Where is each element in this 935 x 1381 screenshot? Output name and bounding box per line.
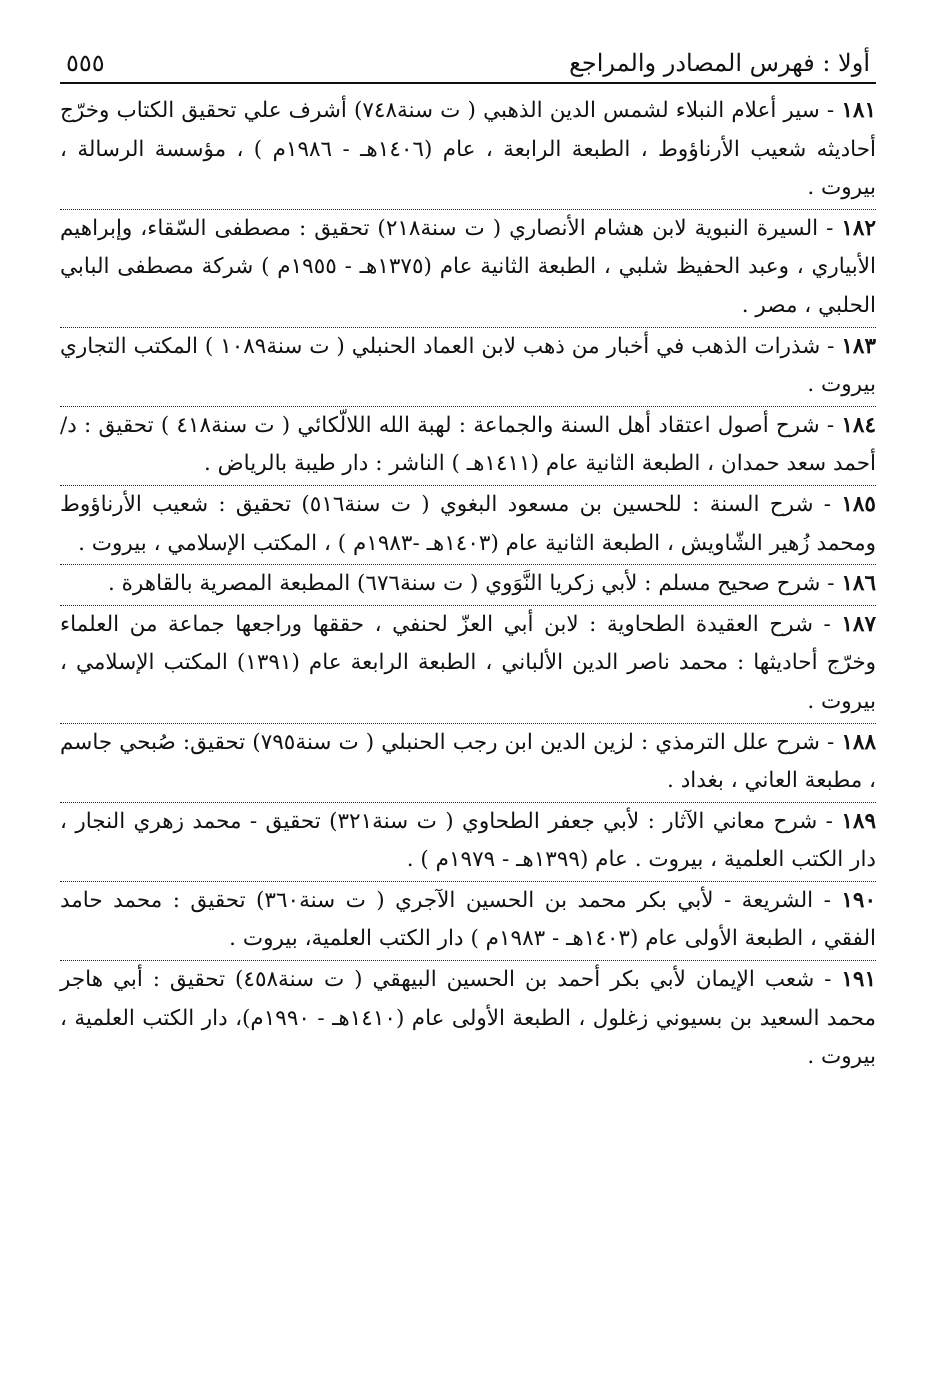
reference-entry: ١٩١ - شعب الإيمان لأبي بكر أحمد بن الحسين البيهقي ( ت سنة٤٥٨) تحقيق : أبي هاجر محمد السعيد بن بسيوني زغلول ، الطبعة الأولى عام (١٤١٠هـ - ١٩٩٠م)، دار الكتب العلمية ، بيروت . <box>60 967 876 1070</box>
reference-entry: ١٨٨ - شرح علل الترمذي : لزين الدين ابن رجب الحنبلي ( ت سنة٧٩٥) تحقيق: صُبحي جاسم ، مطبعة العاني ، بغداد . <box>60 724 876 803</box>
reference-entry: ١٨٢ - السيرة النبوية لابن هشام الأنصاري ( ت سنة٢١٨) تحقيق : مصطفى السّقاء، وإبراهيم الأبياري ، وعبد الحفيظ شلبي ، الطبعة الثانية عام (١٣٧٥هـ - ١٩٥٥م ) شركة مصطفى البابي الحلبي ، مصر . <box>60 210 876 328</box>
entry-number: ١٨١ <box>841 98 876 123</box>
entry-number: ١٨٣ <box>841 333 876 359</box>
entry-text: شذرات الذهب في أخبار من ذهب لابن العماد الحنبلي ( ت سنة١٠٨٩ ) المكتب التجاري بيروت . <box>60 333 876 398</box>
entry-text: شرح صحيح مسلم : لأبي زكريا النَّوَوي ( ت سنة٦٧٦) المطبعة المصرية بالقاهرة . <box>107 571 821 597</box>
reference-entry: ١٩٠ - الشريعة - لأبي بكر محمد بن الحسين الآجري ( ت سنة٣٦٠) تحقيق : محمد حامد الفقي ، الطبعة الأولى عام (١٤٠٣هـ - ١٩٨٣م ) دار الكتب العلمية، بيروت . <box>60 882 876 961</box>
reference-entry: ١٨٥ - شرح السنة : للحسين بن مسعود البغوي ( ت سنة٥١٦) تحقيق : شعيب الأرناؤوط ومحمد زُهير الشّاويش ، الطبعة الثانية عام (١٤٠٣هـ -١٩٨٣م ) ، المكتب الإسلامي ، بيروت . <box>60 486 876 565</box>
entry-number: ١٩٠ <box>841 887 876 913</box>
entry-text: الشريعة - لأبي بكر محمد بن الحسين الآجري ( ت سنة٣٦٠) تحقيق : محمد حامد الفقي ، الطبعة الأولى عام (١٤٠٣هـ - ١٩٨٣م ) دار الكتب العلمية، بيروت . <box>60 887 876 952</box>
reference-entry: ١٨٤ - شرح أصول اعتقاد أهل السنة والجماعة : لهبة الله اللالّكائي ( ت سنة٤١٨ ) تحقيق : د/أحمد سعد حمدان ، الطبعة الثانية عام (١٤١١هـ ) الناشر : دار طيبة بالرياض . <box>60 407 876 486</box>
reference-entry: ١٨١ - سير أعلام النبلاء لشمس الدين الذهبي ( ت سنة٧٤٨) أشرف علي تحقيق الكتاب وخرّج أحاديثه شعيب الأرناؤوط ، الطبعة الرابعة ، عام (١٤٠٦هـ - ١٩٨٦م ) ، مؤسسة الرسالة ، بيروت . <box>60 92 876 210</box>
page-header <box>60 40 876 84</box>
book-page <box>60 40 876 1340</box>
entry-number: ١٨٧ <box>841 611 876 637</box>
entry-text: سير أعلام النبلاء لشمس الدين الذهبي ( ت سنة٧٤٨) أشرف علي تحقيق الكتاب وخرّج أحاديثه شعيب الأرناؤوط ، الطبعة الرابعة ، عام (١٤٠٦هـ - ١٩٨٦م ) ، مؤسسة الرسالة ، بيروت . <box>60 98 876 201</box>
entry-number: ١٨٩ <box>841 808 877 834</box>
entry-text: شعب الإيمان لأبي بكر أحمد بن الحسين البيهقي ( ت سنة٤٥٨) تحقيق : أبي هاجر محمد السعيد بن بسيوني زغلول ، الطبعة الأولى عام (١٤١٠هـ - ١٩٩٠م)، دار الكتب العلمية ، بيروت . <box>60 967 876 1070</box>
reference-entry: ١٨٦ - شرح صحيح مسلم : لأبي زكريا النَّوَوي ( ت سنة٦٧٦) المطبعة المصرية بالقاهرة . <box>60 565 876 606</box>
entry-number: ١٨٥ <box>841 491 876 517</box>
entry-text: شرح علل الترمذي : لزين الدين ابن رجب الحنبلي ( ت سنة٧٩٥) تحقيق: صُبحي جاسم ، مطبعة العاني ، بغداد . <box>60 729 876 794</box>
entry-text: شرح العقيدة الطحاوية : لابن أبي العزّ لحنفي ، حققها وراجعها جماعة من العلماء وخرّج أحاديثها : محمد ناصر الدين الألباني ، الطبعة الرابعة عام (١٣٩١) المكتب الإسلامي ، بيروت . <box>60 611 876 714</box>
entry-text: السيرة النبوية لابن هشام الأنصاري ( ت سنة٢١٨) تحقيق : مصطفى السّقاء، وإبراهيم الأبياري ، وعبد الحفيظ شلبي ، الطبعة الثانية عام (١٣٧٥هـ - ١٩٥٥م ) شركة مصطفى البابي الحلبي ، مصر . <box>60 215 876 318</box>
entry-text: شرح أصول اعتقاد أهل السنة والجماعة : لهبة الله اللالّكائي ( ت سنة٤١٨ ) تحقيق : د/أحمد سعد حمدان ، الطبعة الثانية عام (١٤١١هـ ) الناشر : دار طيبة بالرياض . <box>60 412 876 477</box>
entry-number: ١٨٦ <box>841 571 876 597</box>
reference-entry: ١٨٣ - شذرات الذهب في أخبار من ذهب لابن العماد الحنبلي ( ت سنة١٠٨٩ ) المكتب التجاري بيروت . <box>60 328 876 407</box>
entry-number: ١٨٢ <box>841 215 876 241</box>
entry-number: ١٨٨ <box>841 729 877 755</box>
entry-text: شرح معاني الآثار : لأبي جعفر الطحاوي ( ت سنة٣٢١) تحقيق - محمد زهري النجار ، دار الكتب العلمية ، بيروت . عام (١٣٩٩هـ - ١٩٧٩م ) . <box>60 808 876 873</box>
entry-number: ١٩١ <box>841 967 876 993</box>
references-list <box>60 92 876 1078</box>
page-title: أولا : فهرس المصادر والمراجع <box>569 49 870 77</box>
reference-entry: ١٨٧ - شرح العقيدة الطحاوية : لابن أبي العزّ لحنفي ، حققها وراجعها جماعة من العلماء وخرّج أحاديثها : محمد ناصر الدين الألباني ، الطبعة الرابعة عام (١٣٩١) المكتب الإسلامي ، بيروت . <box>60 606 876 724</box>
entry-text: شرح السنة : للحسين بن مسعود البغوي ( ت سنة٥١٦) تحقيق : شعيب الأرناؤوط ومحمد زُهير الشّاويش ، الطبعة الثانية عام (١٤٠٣هـ -١٩٨٣م ) ، المكتب الإسلامي ، بيروت . <box>60 491 876 556</box>
reference-entry: ١٨٩ - شرح معاني الآثار : لأبي جعفر الطحاوي ( ت سنة٣٢١) تحقيق - محمد زهري النجار ، دار الكتب العلمية ، بيروت . عام (١٣٩٩هـ - ١٩٧٩م ) . <box>60 803 876 882</box>
entry-number: ١٨٤ <box>841 412 876 438</box>
page-number: ٥٥٥ <box>66 49 105 77</box>
